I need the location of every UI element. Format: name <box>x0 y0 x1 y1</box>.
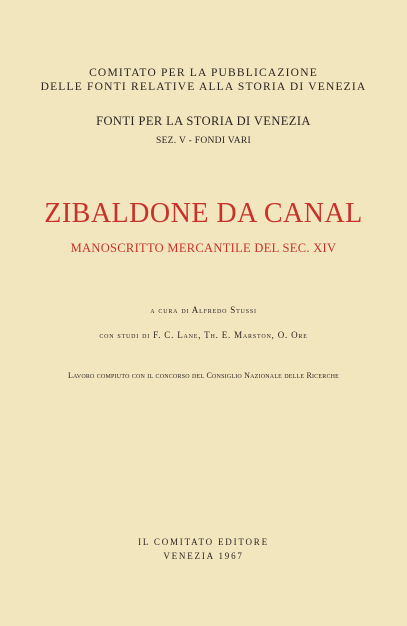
funding-note: Lavoro compiuto con il concorso del Consiglio Nazionale delle Ricerche <box>67 371 340 380</box>
editor-credit: a cura di Alfredo Stussi <box>150 305 257 315</box>
committee-line-1: COMITATO PER LA PUBBLICAZIONE <box>89 67 318 79</box>
section-label: SEZ. V - FONDI VARI <box>156 136 251 146</box>
book-subtitle: MANOSCRITTO MERCANTILE DEL SEC. XIV <box>70 241 337 255</box>
book-title: ZIBALDONE DA CANAL <box>44 198 363 229</box>
series-title: FONTI PER LA STORIA DI VENEZIA <box>96 114 311 128</box>
studies-credit: con studi di F. C. Lane, Th. E. Marston, O. Ore <box>99 330 308 340</box>
place-and-year: VENEZIA 1967 <box>163 551 244 561</box>
publisher: IL COMITATO EDITORE <box>138 537 269 547</box>
committee-line-2: DELLE FONTI RELATIVE ALLA STORIA DI VENEZIA <box>40 81 367 93</box>
